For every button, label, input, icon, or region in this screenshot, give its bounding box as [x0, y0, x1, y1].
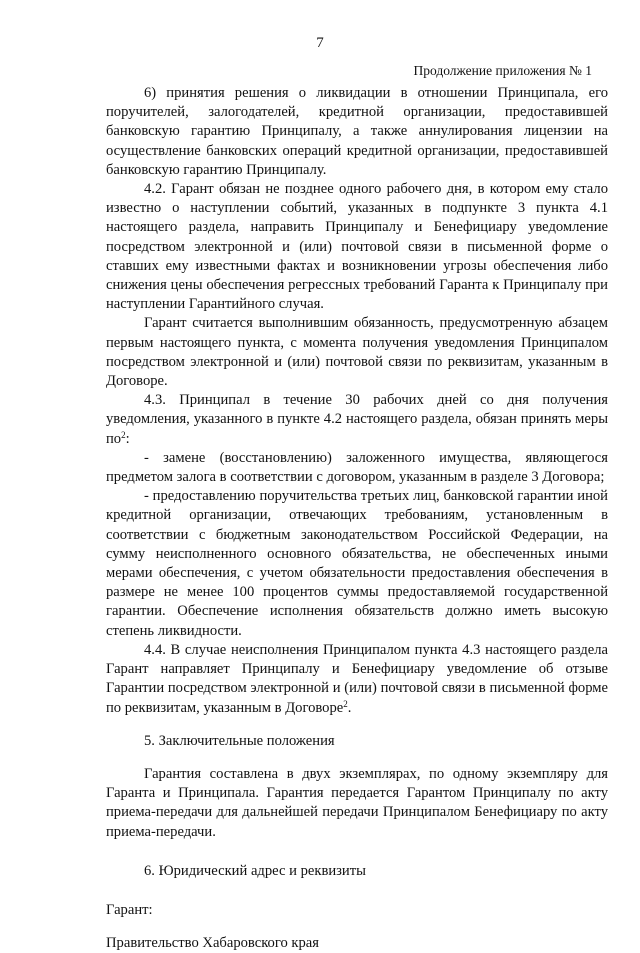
paragraph-4-4: [106, 641, 608, 718]
section-5-heading: 5. Заключительные положения: [144, 732, 335, 749]
paragraph-4-3: [106, 391, 608, 449]
paragraph-4-4-end: .: [347, 699, 352, 716]
list-item-collateral-replacement: - замене (восстановлению) заложенного имущества, являющегося предметом залога в соответствии с договором, указанным в разделе 3 Договора;: [106, 449, 608, 486]
paragraph-guarantor-obligation: Гарант считается выполнившим обязанность, предусмотренную абзацем первым настоящего пункта, с момента получения уведомления Принципалом посредством электронной и (или) почтовой связи по реквизитам, указанным в Договоре.: [106, 315, 608, 390]
document-body: [106, 84, 608, 953]
list-item-surety-provision: - предоставлению поручительства третьих лиц, банковской гарантии иной кредитной организации, отвечающих требованиям, установленным в соответствии с бюджетным законодательством Российской Федерации, на сумму неисполненного основного обязательства, не обеспеченных иными мерами обеспечения, с учетом обязательности предоставления обеспечения в размере не менее 100 процентов суммы предоставляемой государственной гарантии. Обеспечение исполнения обязательств должно иметь высокую степень ликвидности.: [106, 488, 608, 639]
paragraph-4-4-text: 4.4. В случае неисполнения Принципалом пункта 4.3 настоящего раздела Гарант направляет Принципалу и Бенефициару уведомление об отзыве Гарантии посредством электронной и (или) почтовой связи в письменной форме по реквизитам, указанным в Договоре: [106, 641, 608, 716]
paragraph-4-2: 4.2. Гарант обязан не позднее одного рабочего дня, в котором ему стало известно о наступлении событий, указанных в подпункте 3 пункта 4.1 настоящего раздела, направить Принципалу и Бенефициару уведомление посредством электронной и (или) почтовой связи в письменной форме о ставших ему известными фактах и возникновении угрозы обеспечения либо снижения цены обеспечения регрессных требований Гаранта к Принципалу при наступлении Гарантийного случая.: [106, 181, 608, 313]
footnote-ref: 2: [121, 429, 126, 440]
guarantor-name: Правительство Хабаровского края: [106, 935, 319, 952]
page-number: 7: [316, 35, 324, 51]
paragraph-4-3-text: 4.3. Принципал в течение 30 рабочих дней со дня получения уведомления, указанного в пункте 4.2 настоящего раздела, обязан принять меры по: [106, 392, 608, 447]
guarantor-label: Гарант:: [106, 901, 153, 918]
footnote-ref: 2: [343, 698, 348, 709]
appendix-continuation-note: Продолжение приложения № 1: [413, 63, 592, 78]
section-6-heading: 6. Юридический адрес и реквизиты: [144, 862, 366, 879]
paragraph-liquidation-clause: 6) принятия решения о ликвидации в отношении Принципала, его поручителей, залогодателей, кредитной организации, предоставившей банковскую гарантию Принципалу, а также аннулирования лицензии на осуществление банковских операций кредитной организации, предоставившей банковскую гарантию Принципалу.: [106, 85, 608, 178]
paragraph-4-3-end: :: [125, 430, 130, 447]
paragraph-final-provisions: Гарантия составлена в двух экземплярах, по одному экземпляру для Гаранта и Принципала. Гарантия передается Гарантом Принципалу по акту приема-передачи для дальнейшей передачи Принципалом Бенефициару по акту приема-передачи.: [106, 765, 608, 840]
